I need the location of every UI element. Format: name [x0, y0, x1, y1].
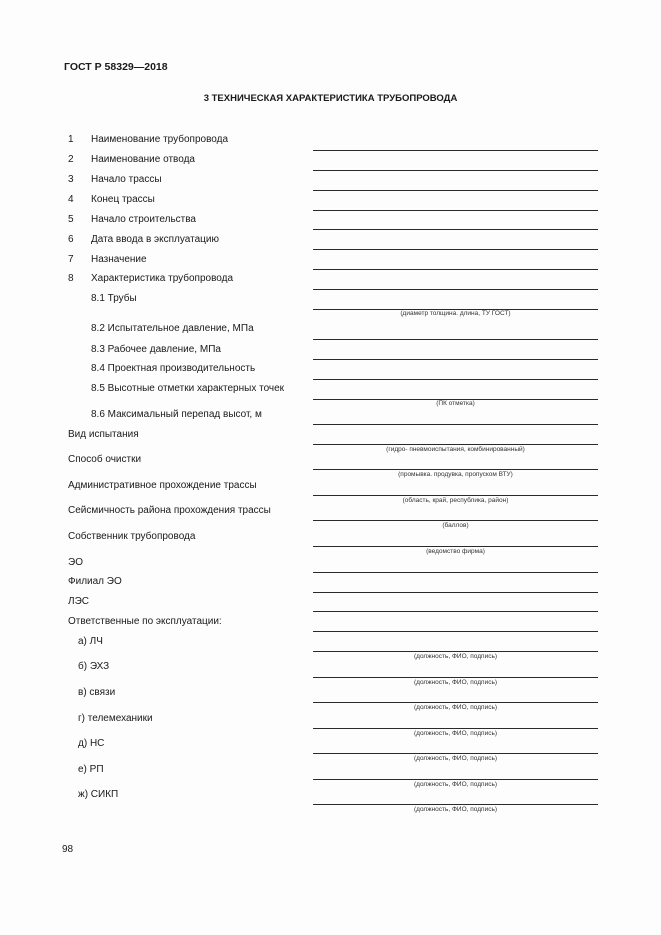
fill-line[interactable]	[313, 444, 598, 445]
fill-line[interactable]	[313, 651, 598, 652]
fill-line[interactable]	[313, 170, 598, 171]
fill-line[interactable]	[313, 229, 598, 230]
fill-line[interactable]	[313, 150, 598, 151]
row-label: Ответственные по эксплуатации:	[68, 616, 222, 627]
field-caption: (ПК отметка)	[436, 400, 475, 407]
fill-line[interactable]	[313, 631, 598, 632]
row-label: а) ЛЧ	[78, 636, 103, 647]
row-label: е) РП	[78, 764, 104, 775]
fill-line[interactable]	[313, 469, 598, 470]
row-label: Филиал ЭО	[68, 576, 122, 587]
fill-line[interactable]	[313, 728, 598, 729]
row-label: 8.4 Проектная производительность	[91, 363, 256, 374]
fill-line[interactable]	[313, 611, 598, 612]
fill-line[interactable]	[313, 546, 598, 547]
row-label: 8.6 Максимальный перепад высот, м	[91, 409, 262, 420]
fill-line[interactable]	[313, 424, 598, 425]
field-caption: (промывка. продувка, пропуском ВТУ)	[398, 471, 513, 478]
row-label: Сейсмичность района прохождения трассы	[68, 505, 271, 516]
field-caption: (ведомство фирма)	[426, 548, 485, 555]
fill-line[interactable]	[313, 210, 598, 211]
field-caption: (гидро- пневмоиспытания, комбинированный)	[386, 446, 525, 453]
row-label: ж) СИКП	[78, 789, 119, 800]
row-label: ЛЭС	[68, 596, 89, 607]
row-label: Наименование трубопровода	[91, 134, 229, 145]
fill-line[interactable]	[313, 592, 598, 593]
row-label: 8.3 Рабочее давление, МПа	[91, 344, 221, 355]
field-caption: (должность, ФИО, подпись)	[413, 806, 498, 813]
row-label: Начало строительства	[91, 214, 196, 225]
field-caption: (область, край, республика, район)	[402, 497, 509, 504]
row-label: Дата ввода в эксплуатацию	[91, 234, 219, 245]
field-caption: (диаметр толщина. длина, ТУ ГОСТ)	[400, 310, 511, 317]
row-label: 8.1 Трубы	[91, 293, 137, 304]
row-label: Собственник трубопровода	[68, 531, 196, 542]
row-number: 7	[68, 254, 74, 265]
row-label: б) ЭХЗ	[78, 661, 110, 672]
fill-line[interactable]	[313, 495, 598, 496]
row-number: 5	[68, 214, 74, 225]
page-number: 98	[62, 844, 74, 855]
row-label: Наименование отвода	[91, 154, 195, 165]
fill-line[interactable]	[313, 339, 598, 340]
fill-line[interactable]	[313, 520, 598, 521]
fill-line[interactable]	[313, 677, 598, 678]
field-caption: (должность, ФИО, подпись)	[413, 679, 498, 686]
fill-line[interactable]	[313, 753, 598, 754]
row-label: 8.2 Испытательное давление, МПа	[91, 323, 254, 334]
fill-line[interactable]	[313, 379, 598, 380]
row-label: Начало трассы	[91, 174, 162, 185]
row-number: 3	[68, 174, 74, 185]
fill-line[interactable]	[313, 190, 598, 191]
row-label: 8.5 Высотные отметки характерных точек	[91, 383, 285, 394]
row-label: в) связи	[78, 687, 116, 698]
row-number: 8	[68, 273, 74, 284]
row-label: Административное прохождение трассы	[68, 480, 257, 491]
row-label: Назначение	[91, 254, 147, 265]
row-label: Характеристика трубопровода	[91, 273, 234, 284]
row-label: Способ очистки	[68, 454, 142, 465]
field-caption: (должность, ФИО, подпись)	[413, 755, 498, 762]
row-label: Вид испытания	[68, 429, 139, 440]
fill-line[interactable]	[313, 359, 598, 360]
fill-line[interactable]	[313, 289, 598, 290]
field-caption: (должность, ФИО, подпись)	[413, 781, 498, 788]
row-label: ЭО	[68, 557, 83, 568]
row-number: 1	[68, 134, 74, 145]
field-caption: (должность, ФИО, подпись)	[413, 730, 498, 737]
fill-line[interactable]	[313, 702, 598, 703]
fill-line[interactable]	[313, 249, 598, 250]
row-label: Конец трассы	[91, 194, 155, 205]
row-label: д) НС	[78, 738, 105, 749]
field-caption: (баллов)	[442, 522, 469, 529]
fill-line[interactable]	[313, 269, 598, 270]
fill-line[interactable]	[313, 779, 598, 780]
row-number: 4	[68, 194, 74, 205]
field-caption: (должность, ФИО, подпись)	[413, 653, 498, 660]
row-number: 6	[68, 234, 74, 245]
field-caption: (должность, ФИО, подпись)	[413, 704, 498, 711]
fill-line[interactable]	[313, 572, 598, 573]
section-title: 3 ТЕХНИЧЕСКАЯ ХАРАКТЕРИСТИКА ТРУБОПРОВОДА	[203, 93, 458, 104]
document-header: ГОСТ Р 58329—2018	[64, 61, 168, 73]
row-label: г) телемеханики	[78, 713, 153, 724]
fill-line[interactable]	[313, 804, 598, 805]
row-number: 2	[68, 154, 74, 165]
